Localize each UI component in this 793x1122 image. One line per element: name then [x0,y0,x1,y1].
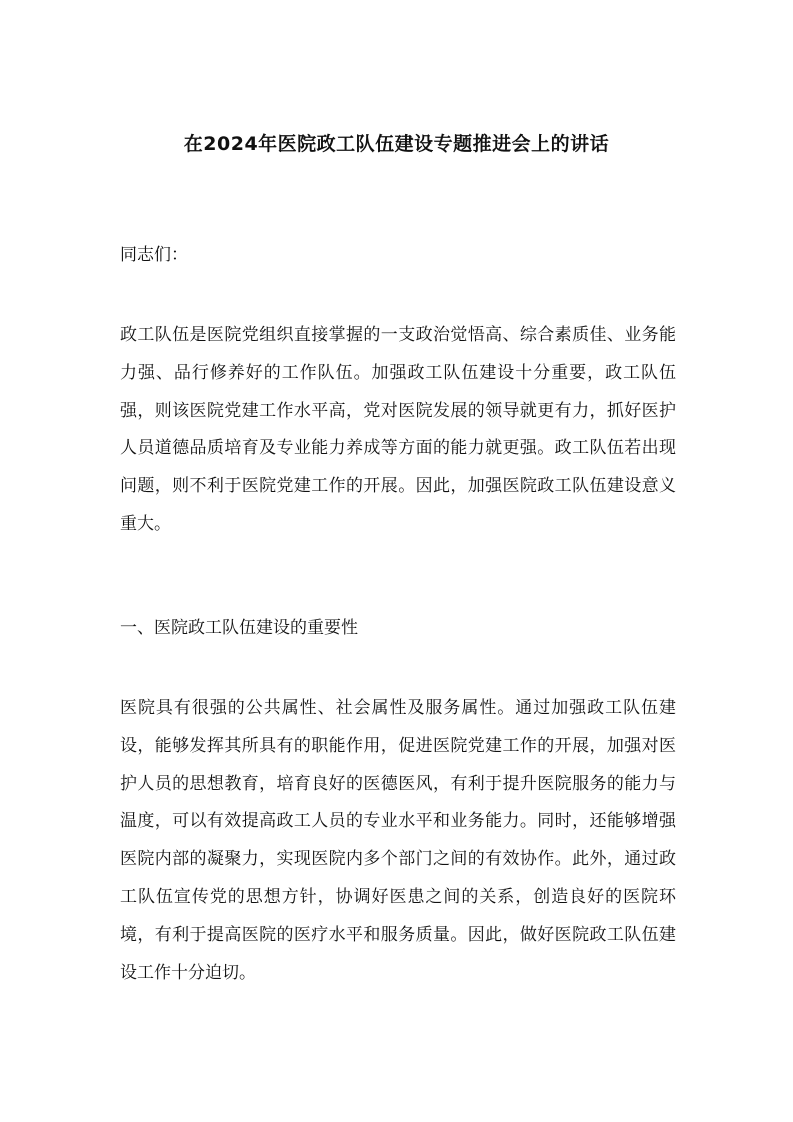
paragraph-intro: 政工队伍是医院党组织直接掌握的一支政治觉悟高、综合素质佳、业务能力强、品行修养好的工作队伍。加强政工队伍建设十分重要，政工队伍强，则该医院党建工作水平高，党对医院发展的领导就更有力，抓好医护人员道德品质培育及专业能力养成等方面的能力就更强。政工队伍若出现问题，则不利于医院党建工作的开展。因此，加强医院政工队伍建设意义重大。 [120,325,676,534]
salutation: 同志们： [120,245,188,265]
document-title: 在2024年医院政工队伍建设专题推进会上的讲话 [183,133,610,155]
paragraph-importance: 医院具有很强的公共属性、社会属性及服务属性。通过加强政工队伍建设，能够发挥其所具有的职能作用，促进医院党建工作的开展，加强对医护人员的思想教育，培育良好的医德医风，有利于提升医院服务的能力与温度，可以有效提高政工人员的专业水平和业务能力。同时，还能够增强医院内部的凝聚力，实现医院内多个部门之间的有效协作。此外，通过政工队伍宣传党的思想方针，协调好医患之间的关系，创造良好的医院环境，有利于提高医院的医疗水平和服务质量。因此，做好医院政工队伍建设工作十分迫切。 [120,698,676,983]
section-heading-1: 一、医院政工队伍建设的重要性 [120,618,358,638]
